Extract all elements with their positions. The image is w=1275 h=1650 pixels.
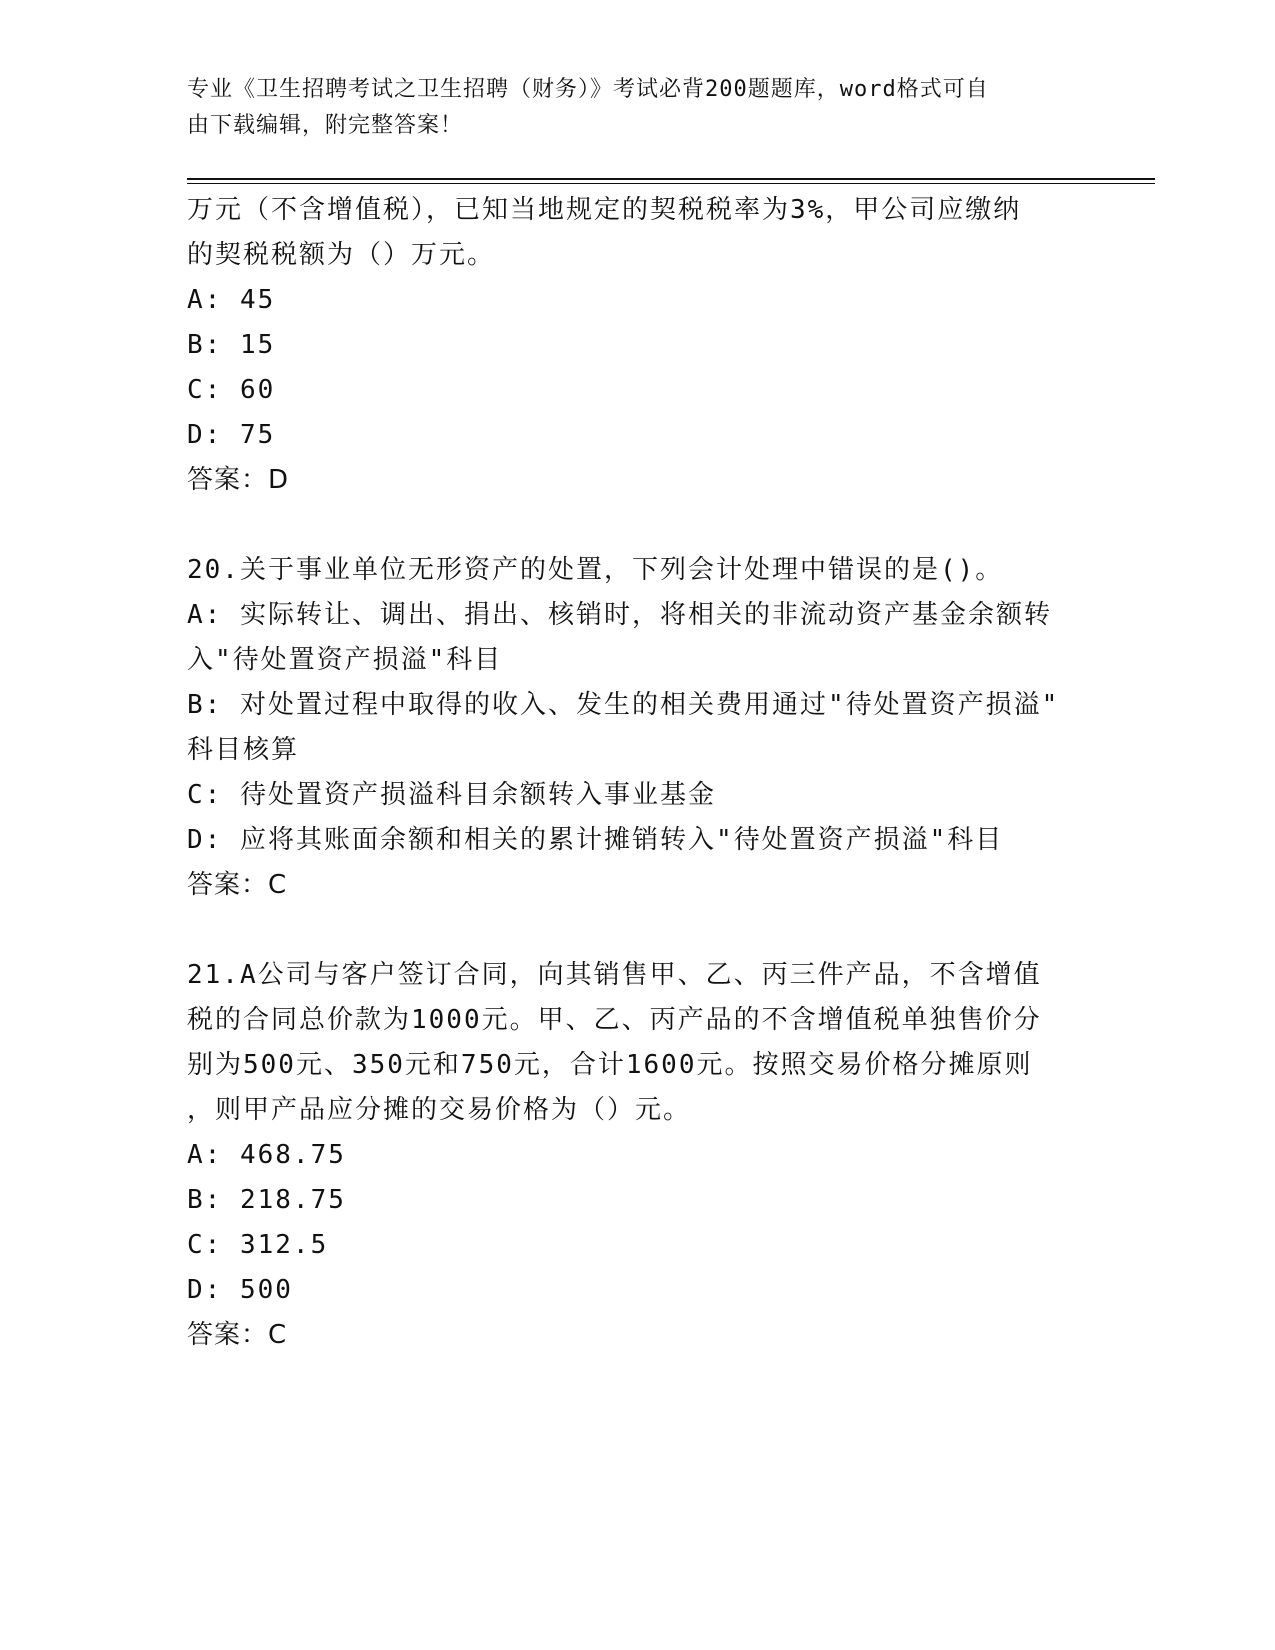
question-20-option-b-line-2: 科目核算 (187, 735, 300, 765)
question-21 (187, 953, 1087, 1358)
question-spacer (187, 503, 1087, 548)
question-19-option-c: C: 60 (187, 375, 276, 405)
document-header (187, 72, 1067, 144)
question-21-option-c: C: 312.5 (187, 1230, 329, 1260)
question-content (187, 188, 1087, 1358)
question-19-stem-line-2: 的契税税额为（）万元。 (187, 240, 496, 270)
question-21-option-a: A: 468.75 (187, 1140, 346, 1170)
question-19-answer: 答案：D (187, 465, 290, 495)
question-20-option-a-line-1: A: 实际转让、调出、捐出、核销时，将相关的非流动资产基金余额转 (187, 600, 1052, 630)
question-19-option-b: B: 15 (187, 330, 276, 360)
question-20-stem: 20.关于事业单位无形资产的处置，下列会计处理中错误的是()。 (187, 555, 1004, 585)
question-21-option-b: B: 218.75 (187, 1185, 346, 1215)
question-21-stem-line-1: 21.A公司与客户签订合同，向其销售甲、乙、丙三件产品，不含增值 (187, 960, 1042, 990)
question-20 (187, 548, 1087, 908)
question-20-option-d: D: 应将其账面余额和相关的累计摊销转入"待处置资产损溢"科目 (187, 825, 1004, 855)
header-divider-thin (187, 183, 1155, 184)
question-20-option-a-line-2: 入"待处置资产损溢"科目 (187, 645, 503, 675)
question-21-stem-line-2: 税的合同总价款为1000元。甲、乙、丙产品的不含增值税单独售价分 (187, 1005, 1042, 1035)
question-20-answer: 答案：C (187, 870, 288, 900)
question-21-option-d: D: 500 (187, 1275, 293, 1305)
header-line-1: 专业《卫生招聘考试之卫生招聘（财务）》考试必背200题题库，word格式可自 (187, 77, 989, 102)
question-19 (187, 188, 1087, 503)
header-divider-thick (187, 178, 1155, 180)
header-line-2: 由下载编辑，附完整答案！ (187, 113, 464, 138)
question-19-stem-line-1: 万元（不含增值税），已知当地规定的契税税率为3%，甲公司应缴纳 (187, 195, 1022, 225)
question-21-answer: 答案：C (187, 1320, 288, 1350)
question-21-stem-line-4: ，则甲产品应分摊的交易价格为（）元。 (187, 1095, 692, 1125)
question-19-option-a: A: 45 (187, 285, 276, 315)
question-21-stem-line-3: 别为500元、350元和750元，合计1600元。按照交易价格分摊原则 (187, 1050, 1033, 1080)
question-20-option-b-line-1: B: 对处置过程中取得的收入、发生的相关费用通过"待处置资产损溢" (187, 690, 1060, 720)
question-19-option-d: D: 75 (187, 420, 276, 450)
question-spacer (187, 908, 1087, 953)
question-20-option-c: C: 待处置资产损溢科目余额转入事业基金 (187, 780, 716, 810)
